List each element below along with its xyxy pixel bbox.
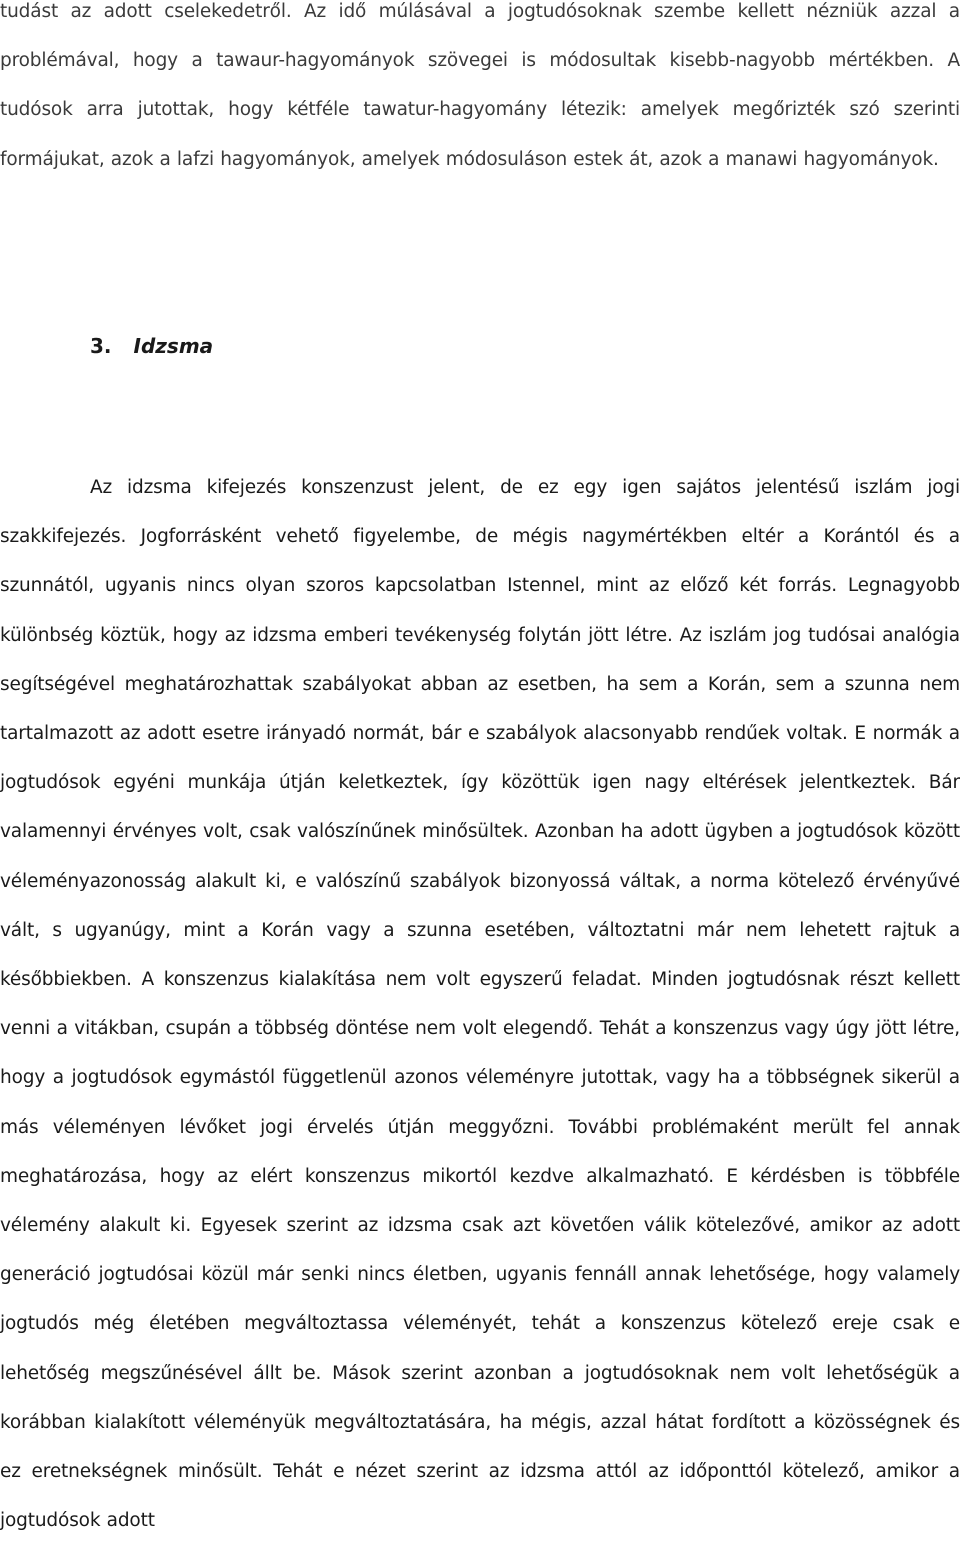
body-paragraph-2: Az idzsma kifejezés konszenzust jelent, de ez egy igen sajátos jelentésű iszlám jogi szakkifejezés. Jogforrásként vehető figyelembe, de mégis nagymértékben eltér a Korántól és a szunnától, ugyanis nincs olyan szoros kapcsolatban Istennel, mint az előző két forrás. Legnagyobb különbség köztük, hogy az idzsma emberi tevékenység folytán jött létre. Az iszlám jog tudósai analógia segítségével meghatározhattak szabályokat abban az esetben, ha sem a Korán, sem a szunna nem tartalmazott az adott esetre irányadó normát, bár e szabályok alacsonyabb rendűek voltak. E normák a jogtudósok egyéni munkája útján keletkeztek, így közöttük igen nagy eltérések jelentkeztek. Bár valamennyi érvényes volt, csak valószínűnek minősültek. Azonban ha adott ügyben a jogtudósok között véleményazonosság alakult ki, e valószínű szabályok bizonyossá váltak, a norma kötelező érvényűvé vált, s ugyanúgy, mint a Korán vagy a szunna esetében, változtatni már nem lehetett rajtuk a későbbiekben. A konszenzus kialakítása nem volt egyszerű feladat. Minden jogtudósnak részt kellett venni a vitákban, csupán a többség döntése nem volt elegendő. Tehát a konszenzus vagy úgy jött létre, hogy a jogtudósok egymástól függetlenül azonos véleményre jutottak, vagy ha a többségnek sikerül a más véleményen lévőket jogi érvelés útján meggyőzni. További problémaként merült fel annak meghatározása, hogy az elért konszenzus mikortól kezdve alkalmazható. E kérdésben is többféle vélemény alakult ki. Egyesek szerint az idzsma csak azt követően válik kötelezővé, amikor az adott generáció jogtudósai közül már senki nincs életben, ugyanis fennáll annak lehetősége, hogy valamely jogtudós még életében megváltoztassa véleményét, tehát a konszenzus kötelező ereje csak e lehetőség megszűnésével állt be. Mások szerint azonban a jogtudósoknak nem volt lehetőségük a korábban kialakított véleményük megváltoztatására, ha mégis, azzal hátat fordított a közösségnek és ez eretnekségnek minősült. Tehát e nézet szerint az idzsma attól az időponttól kötelező, amikor a jogtudósok adott xyxy=(0,477,960,1532)
section-number: 3. xyxy=(90,334,112,358)
section-title: Idzsma xyxy=(133,334,214,358)
body-paragraph-1: tudást az adott cselekedetről. Az idő múlásával a jogtudósoknak szembe kellett nézniük azzal a problémával, hogy a tawaur-hagyományok szövegei is módosultak kisebb-nagyobb mértékben. A tudósok arra jutottak, hogy kétféle tawatur-hagyomány létezik: amelyek megőrizték szó szerinti formájukat, azok a lafzi hagyományok, amelyek módosuláson estek át, azok a manawi hagyományok. xyxy=(0,1,960,170)
section-heading xyxy=(90,334,213,358)
